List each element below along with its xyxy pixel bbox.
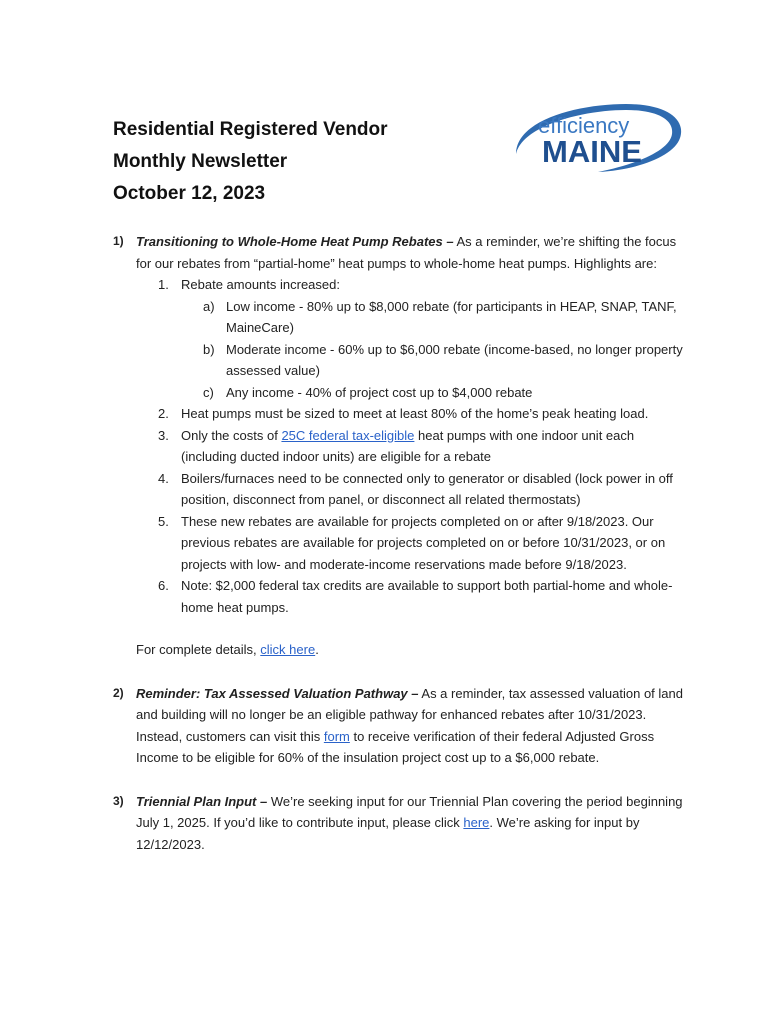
list-item-text: Any income - 40% of project cost up to $4,000 rebate bbox=[226, 384, 533, 400]
logo-text-bottom: MAINE bbox=[542, 134, 642, 169]
click-here-link[interactable]: click here bbox=[260, 642, 316, 657]
list-item bbox=[136, 403, 683, 425]
title-line-3: October 12, 2023 bbox=[113, 183, 266, 204]
section-paragraph bbox=[136, 791, 683, 856]
list-item bbox=[136, 425, 683, 468]
section-text-pre: We’re seeking input for our Triennial Plan covering the period beginning July 1, 2025. If you’d like to contribute input, please click bbox=[136, 793, 683, 830]
list-item bbox=[181, 339, 683, 382]
details-text: For complete details, bbox=[136, 642, 261, 657]
section-text-pre: As a reminder, tax assessed valuation of land and building will no longer be an eligible pathway for enhanced rebates after 10/31/2023. Instead, customers can visit this bbox=[136, 685, 683, 744]
list-marker: 4. bbox=[158, 470, 169, 486]
section-paragraph bbox=[136, 683, 683, 769]
list-item-text: Heat pumps must be sized to meet at least 80% of the home’s peak heating load. bbox=[181, 406, 649, 421]
logo-text-top: efficiency bbox=[538, 113, 630, 138]
section-lead: Reminder: Tax Assessed Valuation Pathway – bbox=[136, 685, 419, 701]
section-number: 3) bbox=[113, 793, 124, 808]
list-item-text-pre: Only the costs of bbox=[181, 427, 282, 443]
list-item-text: These new rebates are available for projects completed on or after 9/18/2023. Our previous rebates are available for projects completed on or before 10/31/2023, or on projects with low- and moderate-income reservations made before 9/18/2023. bbox=[181, 513, 666, 572]
rebate-amounts-list bbox=[181, 296, 683, 404]
list-item-text: Rebate amounts increased: bbox=[181, 277, 340, 292]
section-number: 1) bbox=[113, 234, 124, 248]
list-item bbox=[136, 511, 683, 576]
section-intro bbox=[136, 231, 683, 274]
list-marker: 5. bbox=[158, 513, 169, 529]
newsletter-body bbox=[113, 231, 683, 855]
newsletter-title bbox=[113, 114, 388, 210]
list-marker: c) bbox=[203, 384, 214, 400]
section-text-post: . We’re asking for input by 12/12/2023. bbox=[136, 815, 640, 852]
title-line-1: Residential Registered Vendor bbox=[113, 119, 388, 140]
spacer bbox=[136, 618, 683, 639]
list-item-text: Moderate income - 60% up to $6,000 rebate (income-based, no longer property assessed value) bbox=[226, 341, 683, 378]
list-item-text: Note: $2,000 federal tax credits are available to support both partial-home and whole-home heat pumps. bbox=[181, 578, 673, 615]
section-3 bbox=[113, 791, 683, 856]
list-item bbox=[136, 274, 683, 403]
section-lead: Triennial Plan Input – bbox=[136, 793, 268, 809]
list-item-text-post: heat pumps with one indoor unit each (including ducted indoor units) are eligible for a rebate bbox=[181, 427, 635, 464]
section-lead: Transitioning to Whole-Home Heat Pump Rebates – bbox=[136, 234, 454, 249]
list-item-text: Low income - 80% up to $8,000 rebate (for participants in HEAP, SNAP, TANF, MaineCare) bbox=[226, 298, 677, 335]
here-link[interactable]: here bbox=[463, 815, 490, 830]
section-number: 2) bbox=[113, 685, 124, 700]
list-item bbox=[181, 382, 683, 404]
list-marker: 1. bbox=[158, 277, 169, 292]
list-item bbox=[181, 296, 683, 339]
spacer bbox=[113, 769, 683, 791]
section-2 bbox=[113, 683, 683, 769]
complete-details bbox=[136, 639, 683, 661]
list-marker: 6. bbox=[158, 578, 169, 593]
section-text-post: to receive verification of their federal Adjusted Gross Income to be eligible for 60% of the insulation project cost up to a $6,000 rebate. bbox=[136, 728, 655, 765]
25c-tax-eligible-link[interactable]: 25C federal tax-eligible bbox=[281, 427, 415, 443]
efficiency-maine-logo bbox=[508, 98, 688, 178]
list-marker: b) bbox=[203, 341, 215, 357]
list-item-text: Boilers/furnaces need to be connected only to generator or disabled (lock power in off position, disconnect from panel, or disconnect all related thermostats) bbox=[181, 470, 673, 507]
list-item bbox=[136, 575, 683, 618]
section-text: As a reminder, we’re shifting the focus for our rebates from “partial-home” heat pumps to whole-home heat pumps. Highlights are: bbox=[136, 234, 677, 271]
section-1 bbox=[113, 231, 683, 661]
title-line-2: Monthly Newsletter bbox=[113, 151, 288, 172]
form-link[interactable]: form bbox=[323, 728, 350, 744]
list-marker: 2. bbox=[158, 406, 169, 421]
list-marker: a) bbox=[203, 298, 215, 314]
spacer bbox=[113, 661, 683, 683]
details-period: . bbox=[315, 642, 319, 657]
list-marker: 3. bbox=[158, 427, 169, 443]
highlights-list bbox=[136, 274, 683, 618]
list-item bbox=[136, 468, 683, 511]
